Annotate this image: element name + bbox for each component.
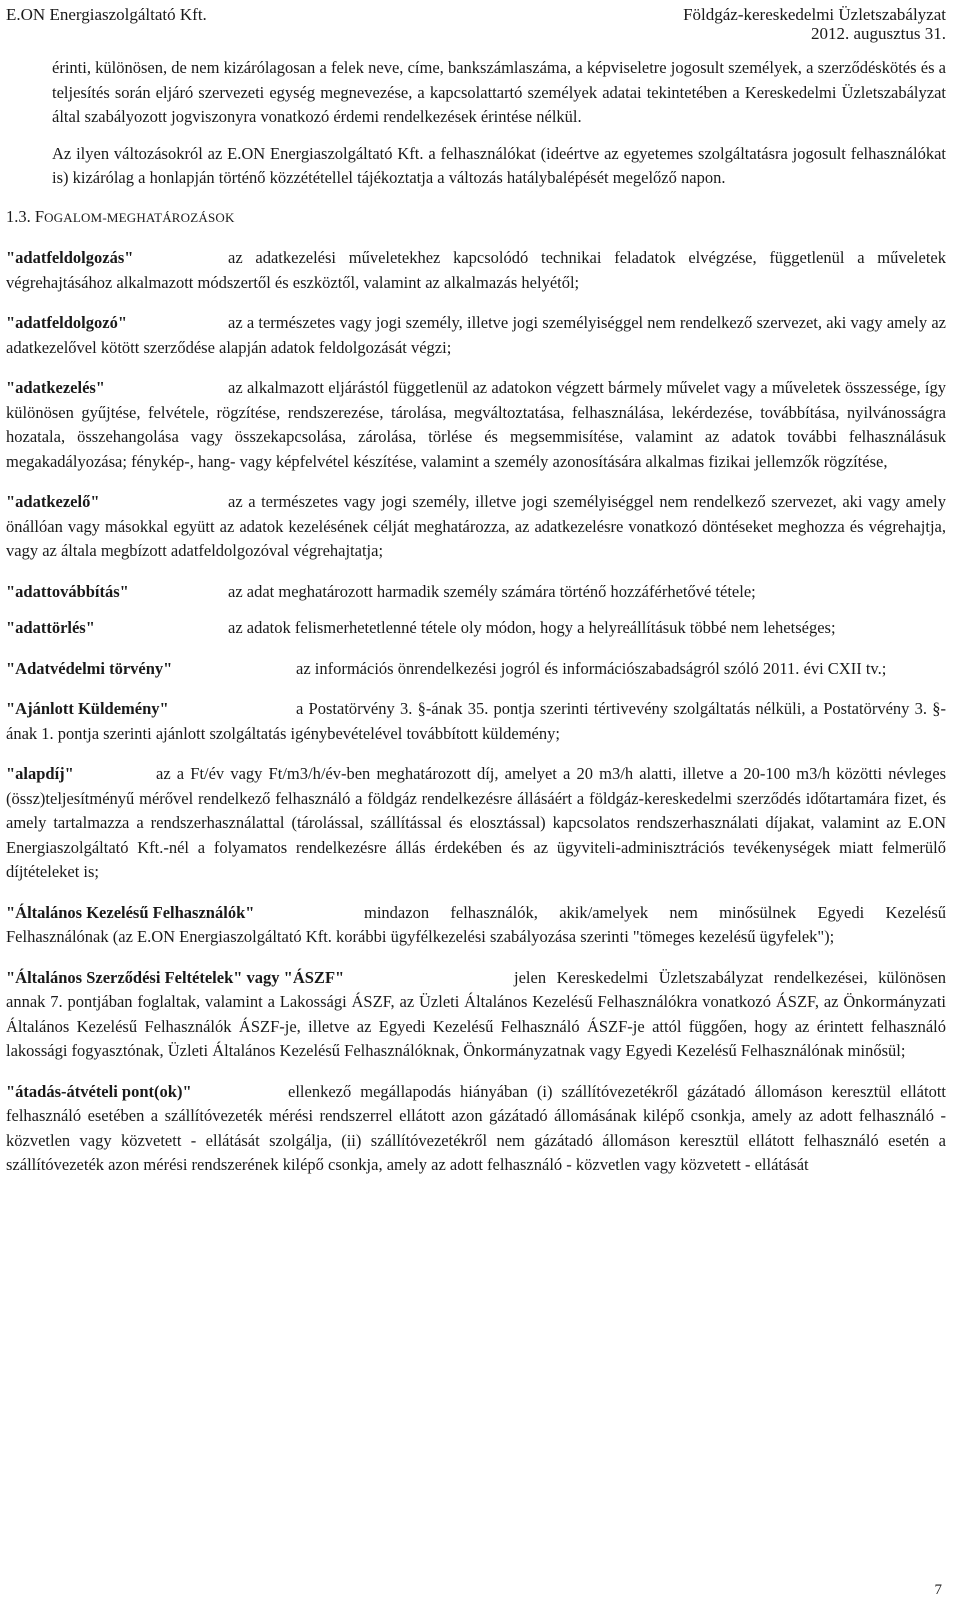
definition-term: "Ajánlott Küldemény" <box>6 699 169 718</box>
section-title-initial: F <box>34 206 45 226</box>
definition-item <box>6 490 946 564</box>
intro-paragraph-2: Az ilyen változásokról az E.ON Energiaszolgáltató Kft. a felhasználókat (ideértve az egyetemes szolgáltatásra jogosult felhasználókat is) kizárólag a honlapján történő közzététellel tájékoztatja a változás hatálybalépését megelőző napon. <box>52 143 946 187</box>
definition-item <box>6 966 946 1064</box>
definition-term: "adatkezelés" <box>6 378 105 397</box>
definition-term: "Általános Kezelésű Felhasználók" <box>6 902 255 922</box>
section-heading <box>6 205 946 231</box>
definition-term: "Általános Szerződési Feltételek" vagy "ÁSZF" <box>6 967 345 987</box>
definition-item <box>6 1080 946 1178</box>
definition-item <box>6 376 946 474</box>
document-body <box>6 56 946 1178</box>
definition-text: a Postatörvény 3. §-ának 35. pontja szerinti tértivevény szolgáltatás nélküli, a Postatörvény 3. §-ának 1. pontja szerinti ajánlott szolgáltatás igénybevételével továbbított küldemény; <box>6 699 946 743</box>
definition-term: "adatfeldolgozó" <box>6 313 127 332</box>
definition-term: "adattovábbítás" <box>6 581 129 601</box>
page-number: 7 <box>934 1582 942 1598</box>
definition-item <box>6 697 946 746</box>
header-right <box>683 5 946 43</box>
definition-text: ellenkező megállapodás hiányában (i) szállítóvezetékről gázátadó állomáson keresztül ellátott felhasználó esetében a szállítóvezeték mérési rendszerrel ellátott azon gázátadó állomásának kilépő csonkja, amely az adott felhasználó - közvetlen vagy közvetett - ellátását szolgálja, (ii) szállítóvezetékről nem gázátadó állomáson keresztül ellátott felhasználó esetén a szállítóvezeték azon mérési rendszerének kilépő csonkja, amely az adott felhasználó - közvetlen vagy közvetett - ellátását <box>6 1081 946 1174</box>
definition-item <box>6 311 946 360</box>
definition-term: "adatfeldolgozás" <box>6 248 134 267</box>
section-number: 1.3. <box>6 206 31 226</box>
definition-text: az adatkezelési műveletekhez kapcsolódó technikai feladatok elvégzése, függetlenül a műveletek végrehajtásához alkalmazott módszertől és eszköztől, valamint az alkalmazás helyétől; <box>6 248 946 292</box>
definition-term: "Adatvédelmi törvény" <box>6 658 173 678</box>
definition-text: az a természetes vagy jogi személy, illetve jogi személyiséggel nem rendelkező szervezet, aki vagy amely önállóan vagy másokkal együtt az adatok kezelésének célját meghatározza, az adatkezelésre vonatkozó döntéseket meghozza és végrehajtja, vagy az általa megbízott adatfeldolgozóval végrehajtatja; <box>6 492 946 560</box>
definition-text: az adat meghatározott harmadik személy számára történő hozzáférhetővé tétele; <box>228 581 756 601</box>
definition-item <box>6 580 946 605</box>
definition-item <box>6 901 946 950</box>
intro-paragraph-1: érinti, különösen, de nem kizárólagosan a felek neve, címe, bankszámlaszáma, a képviseletre jogosult személyek, a szerződéskötés és a teljesítés során eljáró szervezeti egység megnevezése, a kapcsolattartó személyek adatai tekintetében a Kereskedelmi Üzletszabályzat által szabályozott jogviszonyra vonatkozó érdemi rendelkezések érintése nélkül. <box>52 58 946 126</box>
definition-term: "adatkezelő" <box>6 492 100 511</box>
definition-term: "adattörlés" <box>6 618 95 637</box>
header-company: E.ON Energiaszolgáltató Kft. <box>6 5 207 24</box>
definition-text: az a természetes vagy jogi személy, illetve jogi személyiséggel nem rendelkező szervezet, aki vagy amely az adatkezelővel kötött szerződése alapján adatok feldolgozását végzi; <box>6 313 946 357</box>
definition-text: jelen Kereskedelmi Üzletszabályzat rendelkezései, különösen annak 7. pontjában foglaltak, valamint a Lakossági ÁSZF, az Üzleti Általános Kezelésű Felhasználókra vonatkozó ÁSZF, az Önkormányzati Általános Kezelésű Felhasználók ÁSZF-je, illetve az Egyedi Kezelésű Felhasználó ÁSZF-je attól függően, hogy az érintett felhasználó lakossági fogyasztónak, Üzleti Általános Kezelésű Felhasználóknak, Önkormányzatnak vagy Egyedi Kezelésű Felhasználónak minősül; <box>6 967 946 1060</box>
header-document-title: Földgáz-kereskedelmi Üzletszabályzat <box>683 5 946 24</box>
definition-text: mindazon felhasználók, akik/amelyek nem minősülnek Egyedi Kezelésű Felhasználónak (az E.ON Energiaszolgáltató Kft. korábbi ügyfélkezelési szabályozása szerinti "tömeges kezelésű ügyfelek"); <box>6 902 946 946</box>
definition-item <box>6 246 946 295</box>
definition-text: az alkalmazott eljárástól függetlenül az adatokon végzett bármely művelet vagy a műveletek összessége, így különösen gyűjtése, felvétele, rögzítése, rendszerezése, tárolása, megváltoztatása, felhasználása, lekérdezése, továbbítása, nyilvánosságra hozatala, összehangolása vagy összekapcsolása, zárolása, törlése és megsemmisítése, valamint az adatok további felhasználásuk megakadályozása; fénykép-, hang- vagy képfelvétel készítése, valamint a személy azonosítására alkalmas fizikai jellemzők rögzítése, <box>6 378 946 471</box>
section-title-rest: OGALOM-MEGHATÁROZÁSOK <box>44 209 235 225</box>
definition-text: az a Ft/év vagy Ft/m3/h/év-ben meghatározott díj, amelyet a 20 m3/h alatti, illetve a 20-100 m3/h közötti névleges (össz)teljesítményű mérővel rendelkező felhasználó a földgáz rendelkezésre állásáért a földgáz-kereskedelmi szerződés időtartamára fizet, és amely tartalmazza a rendszerhasználattal (tárolással, szállítással és elosztással) kapcsolatos rendszerhasználati díjakat, valamint az E.ON Energiaszolgáltató Kft.-nél a folyamatos rendelkezésre állás érdekében és az ügyviteli-adminisztrációs tevékenységek miatt felmerülő díjtételeket is; <box>6 764 946 881</box>
definition-text: az információs önrendelkezési jogról és információszabadságról szóló 2011. évi CXII tv.; <box>296 658 887 678</box>
definition-term: "alapdíj" <box>6 764 74 783</box>
header-date: 2012. augusztus 31. <box>810 24 946 43</box>
definition-item <box>6 616 946 641</box>
definition-text: az adatok felismerhetetlenné tétele oly módon, hogy a helyreállításuk többé nem lehetséges; <box>228 618 836 637</box>
definition-item <box>6 762 946 885</box>
definition-term: "átadás-átvételi pont(ok)" <box>6 1081 192 1101</box>
definition-item <box>6 657 946 682</box>
